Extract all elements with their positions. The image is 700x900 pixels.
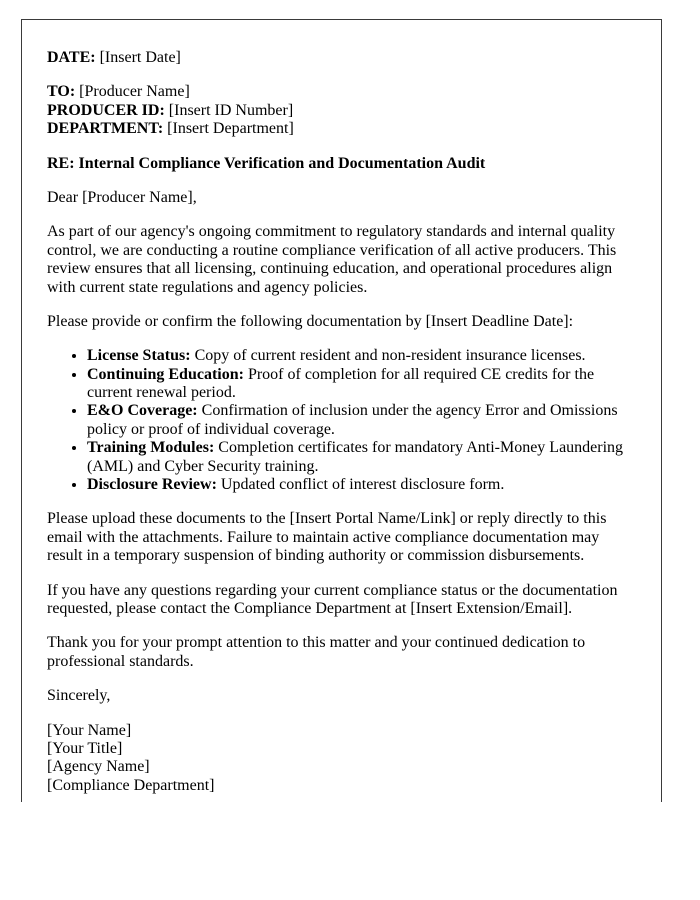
checklist-item-training-modules (87, 439, 631, 476)
checklist-item-label: Disclosure Review: (87, 476, 217, 494)
producer-id-label: PRODUCER ID: (47, 101, 165, 119)
closing: Sincerely, (47, 687, 111, 705)
checklist-item-label: Continuing Education: (87, 365, 244, 383)
department-label: DEPARTMENT: (47, 120, 164, 138)
checklist-item-text: Copy of current resident and non-resident insurance licenses. (190, 347, 586, 365)
date-label: DATE: (47, 49, 96, 66)
salutation: Dear [Producer Name], (47, 188, 197, 206)
checklist-item-text: Confirmation of inclusion under the agency Error and Omissions policy or proof of individual coverage. (87, 402, 618, 438)
checklist-item-disclosure-review (87, 476, 631, 494)
compliance-checklist (47, 347, 631, 494)
date-value: [Insert Date] (95, 49, 181, 66)
signature-title: [Your Title] (47, 739, 123, 757)
checklist-item-text: Proof of completion for all required CE credits for the current renewal period. (87, 365, 595, 402)
checklist-item-label: Training Modules: (87, 439, 215, 457)
producer-id-value: [Insert ID Number] (164, 101, 294, 119)
date-line (47, 49, 631, 67)
signature-agency: [Agency Name] (47, 758, 150, 776)
checklist-item-license-status (87, 347, 631, 365)
paragraph-intro: As part of our agency's ongoing commitment to regulatory standards and internal quality control, we are conducting a routine compliance verification of all active producers. This review ensures that all licensing, continuing education, and operational procedures align with current state regulations and agency policies. (47, 223, 617, 296)
checklist-item-text: Completion certificates for mandatory Anti-Money Laundering (AML) and Cyber Security training. (87, 439, 624, 475)
checklist-item-eo-coverage (87, 402, 631, 439)
checklist-item-continuing-education (87, 366, 631, 403)
to-value: [Producer Name] (75, 83, 190, 101)
signature-name: [Your Name] (47, 721, 132, 739)
paragraph-upload: Please upload these documents to the [Insert Portal Name/Link] or reply directly to this email with the attachments. Failure to maintain active compliance documentation may result in a temporary suspension of binding authority or commission disbursements. (47, 510, 607, 565)
letter-document (21, 19, 662, 802)
subject-line: RE: Internal Compliance Verification and Documentation Audit (47, 154, 486, 172)
to-label: TO: (47, 83, 76, 101)
paragraph-questions: If you have any questions regarding your current compliance status or the documentation requested, please contact the Compliance Department at [Insert Extension/Email]. (47, 581, 618, 617)
paragraph-request: Please provide or confirm the following documentation by [Insert Deadline Date]: (47, 312, 574, 330)
signature-department: [Compliance Department] (47, 776, 215, 794)
paragraph-thanks: Thank you for your prompt attention to this matter and your continued dedication to professional standards. (47, 634, 586, 670)
department-value: [Insert Department] (163, 120, 294, 138)
checklist-item-label: License Status: (87, 347, 191, 365)
checklist-item-label: E&O Coverage: (87, 402, 198, 420)
checklist-item-text: Updated conflict of interest disclosure form. (216, 476, 505, 494)
recipient-block (47, 83, 631, 138)
signature-block (47, 722, 631, 796)
